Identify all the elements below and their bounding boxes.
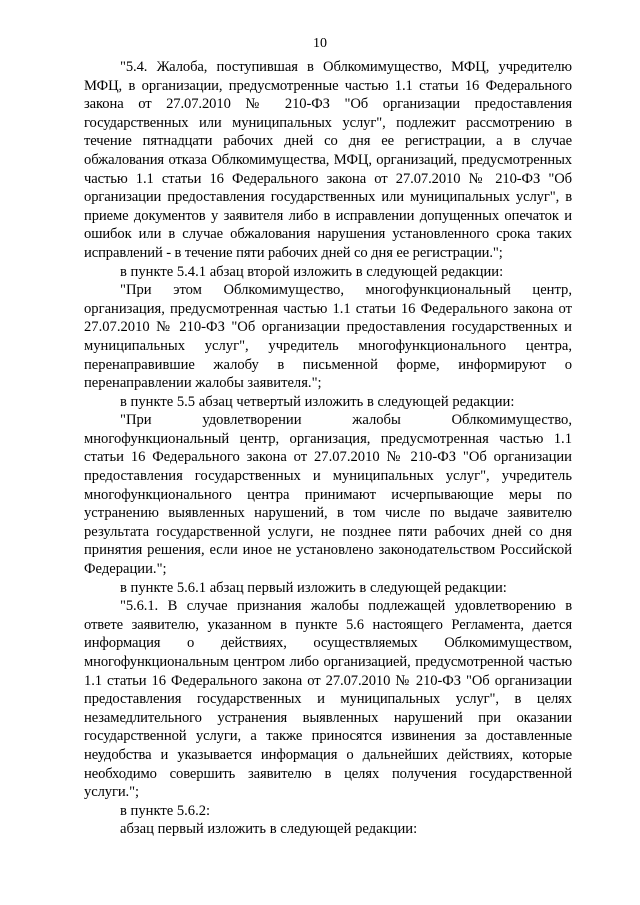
paragraph-5-6-1-text: "5.6.1. В случае признания жалобы подлежащей удовлетворению в ответе заявителю, указанном в пункте 5.6 настоящего Регламента, дается информация о действиях, осуществляемых Облкомимуществом, многофункциональным центром либо организацией, предусмотренной частью 1.1 статьи 16 Федерального закона от 27.07.2010 № 210-ФЗ "Об организации предоставления государственных и муниципальных услуг", в целях незамедлительного устранения выявленных нарушений при оказании государственной услуги, а также приносятся извинения за доставленные неудобства и указывается информация о дальнейших действиях, которые необходимо совершить заявителю в целях получения государственной услуги."; — [84, 598, 572, 801]
paragraph-5-4-text: "5.4. Жалоба, поступившая в Облкомимущество, МФЦ, учредителю МФЦ, в организации, предусмотренные частью 1.1 статьи 16 Федерального закона от 27.07.2010 № 210-ФЗ "Об организации предоставления государственных или муниципальных услуг", подлежит рассмотрению в течение пятнадцати рабочих дней со дня ее регистрации, а в случае обжалования отказа Облкомимущества, МФЦ, организаций, предусмотренных частью 1.1 статьи 16 Федерального закона от 27.07.2010 № 210-ФЗ "Об организации предоставления государственных или муниципальных услуг", в приеме документов у заявителя либо в исправлении допущенных опечаток и ошибок или в случае обжалования нарушения установленного срока таких исправлений - в течение пяти рабочих дней со дня ее регистрации."; — [84, 59, 572, 261]
paragraph-5-4-1-text: "При этом Облкомимущество, многофункциональный центр, организация, предусмотренная частью 1.1 статьи 16 Федерального закона от 27.07.2010 № 210-ФЗ "Об организации предоставления государственных и муниципальных услуг", учредитель многофункционального центра, перенаправившие жалобу в письменной форме, информируют о перенаправлении жалобы заявителя."; — [84, 282, 572, 392]
paragraph-5-5-text: "При удовлетворении жалобы Облкомимущество, многофункциональный центр, организация, предусмотренная частью 1.1 статьи 16 Федерального закона от 27.07.2010 № 210-ФЗ "Об организации предоставления государственных и муниципальных услуг", учредитель многофункционального центра принимают исчерпывающие меры по устранению выявленных нарушений, в том числе по выдаче заявителю результата государственной услуги, не позднее пяти рабочих дней со дня принятия решения, если иное не установлено законодательством Российской Федерации."; — [84, 412, 572, 578]
document-body — [84, 58, 572, 839]
paragraph-5-6-1-instruction: в пункте 5.6.1 абзац первый изложить в следующей редакции: — [120, 579, 507, 596]
paragraph-5-4-1-instruction: в пункте 5.4.1 абзац второй изложить в следующей редакции: — [120, 263, 504, 280]
paragraph-5-5-instruction: в пункте 5.5 абзац четвертый изложить в следующей редакции: — [120, 393, 515, 410]
paragraph-5-6-2-instruction: в пункте 5.6.2: — [120, 802, 211, 819]
paragraph-5-6-2-subinstruction: абзац первый изложить в следующей редакции: — [120, 821, 418, 838]
page-number: 10 — [313, 36, 327, 51]
